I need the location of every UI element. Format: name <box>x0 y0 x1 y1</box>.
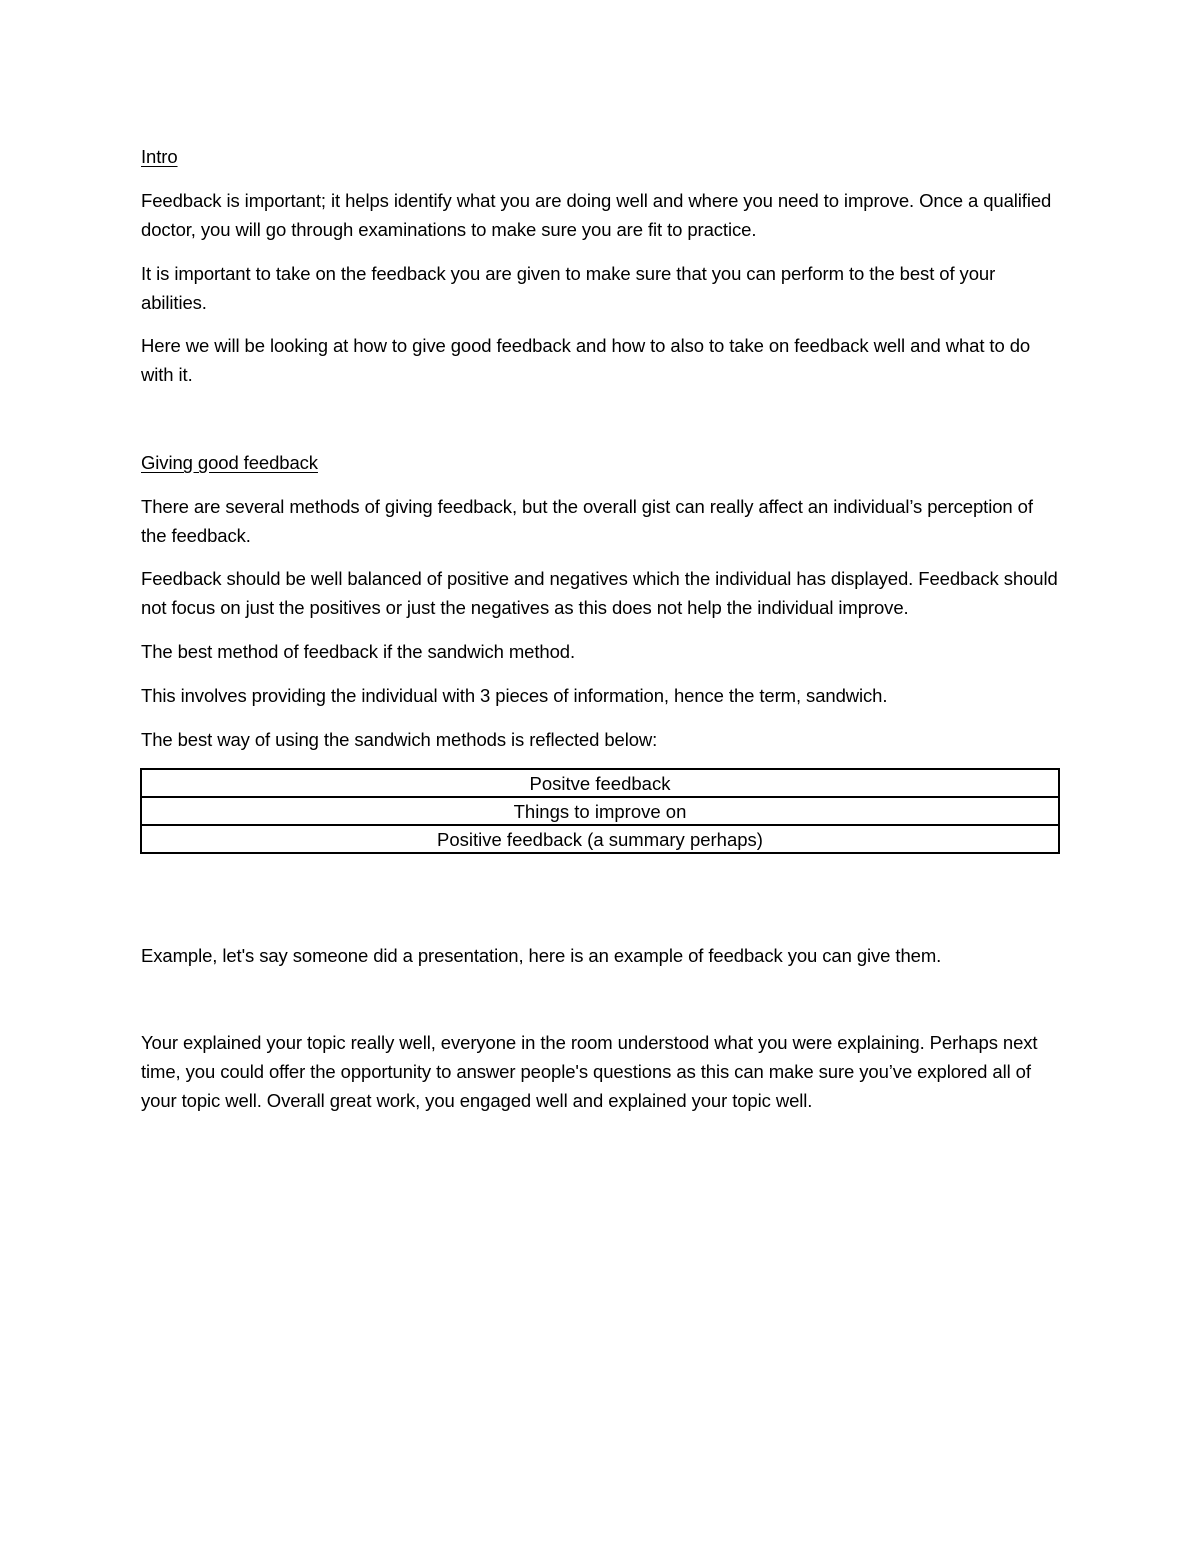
example-feedback-text: Your explained your topic really well, everyone in the room understood what you were explaining. Perhaps next time, you could offer the opportunity to answer people's questions as this can make sure you’ve explored all of your topic well. Overall great work, you engaged well and explained your topic well. <box>141 1032 1038 1111</box>
table-cell-things-to-improve: Things to improve on <box>141 797 1059 825</box>
giving-paragraph-3: The best method of feedback if the sandwich method. <box>141 641 576 662</box>
table-cell-positive-summary: Positive feedback (a summary perhaps) <box>141 825 1059 853</box>
table-row <box>141 769 1059 797</box>
giving-paragraph-1: There are several methods of giving feedback, but the overall gist can really affect an individual’s perception of the feedback. <box>141 496 1033 546</box>
example-intro: Example, let's say someone did a presentation, here is an example of feedback you can give them. <box>141 945 942 966</box>
giving-paragraph-5: The best way of using the sandwich methods is reflected below: <box>141 729 658 750</box>
intro-paragraph-2: It is important to take on the feedback you are given to make sure that you can perform to the best of your abilities. <box>141 263 996 313</box>
giving-paragraph-2: Feedback should be well balanced of positive and negatives which the individual has displayed. Feedback should not focus on just the positives or just the negatives as this does not help the individual improve. <box>141 568 1058 618</box>
intro-heading: Intro <box>141 146 178 167</box>
sandwich-method-table <box>140 768 1060 854</box>
table-row <box>141 825 1059 853</box>
table-row <box>141 797 1059 825</box>
giving-paragraph-4: This involves providing the individual with 3 pieces of information, hence the term, sandwich. <box>141 685 888 706</box>
intro-paragraph-3: Here we will be looking at how to give good feedback and how to also to take on feedback well and what to do with it. <box>141 335 1031 385</box>
intro-paragraph-1: Feedback is important; it helps identify what you are doing well and where you need to improve. Once a qualified doctor, you will go through examinations to make sure you are fit to practice. <box>141 190 1052 240</box>
giving-feedback-heading: Giving good feedback <box>141 452 318 473</box>
table-cell-positive-feedback: Positve feedback <box>141 769 1059 797</box>
